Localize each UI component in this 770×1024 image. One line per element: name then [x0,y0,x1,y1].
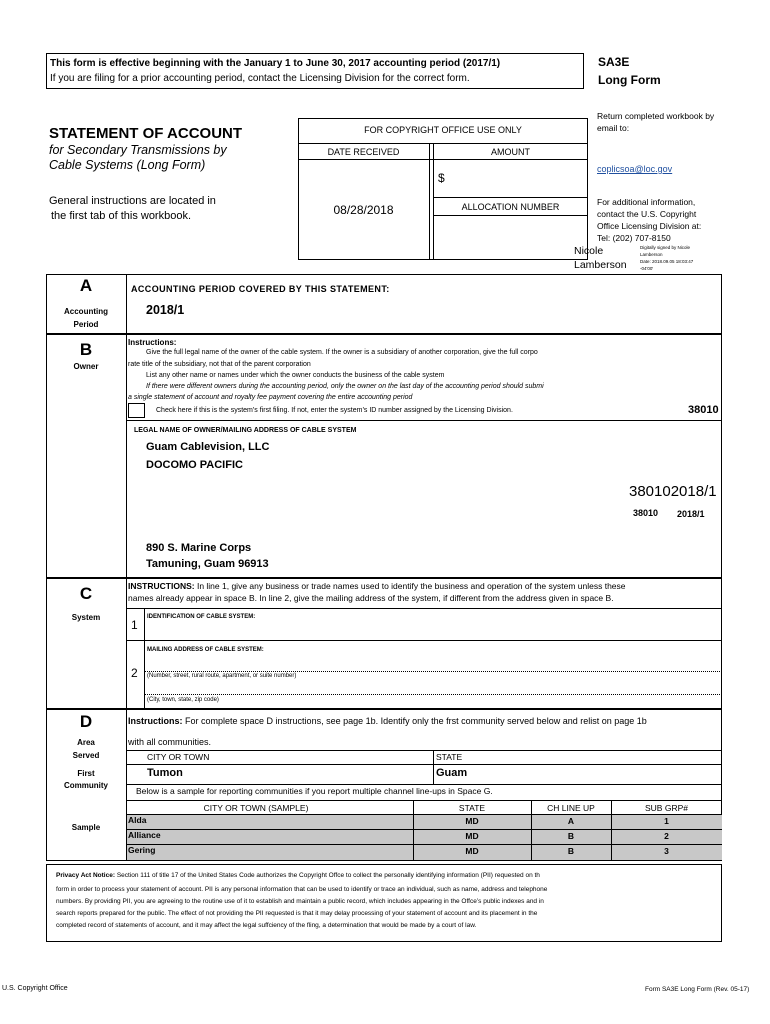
sample-note: Below is a sample for reporting communities if you report multiple channel line-ups in Space G. [136,786,493,796]
owner-instructions-line-1: Give the full legal name of the owner of the cable system. If the owner is a subsidiary of another corporation, give the full corpo [146,349,538,356]
section-b-label: Owner [73,362,99,371]
accounting-period-value: 2018/1 [146,303,185,317]
date-received-label: DATE RECEIVED [327,147,400,157]
system-code-period: 2018/1 [677,509,705,519]
office-use-heading: FOR COPYRIGHT OFFICE USE ONLY [364,125,522,135]
signature-detail-1: Digitally signed by Nicole [640,245,691,250]
section-a-letter: A [79,276,93,295]
system-instructions-label: INSTRUCTIONS: [128,581,195,591]
statement-subtitle-2: Cable Systems (Long Form) [49,158,206,172]
table-row: MD [465,846,479,856]
table-row: Gering [128,845,156,855]
privacy-line-4: search reports prepared for the public. The effect of not providing the PII requested is that it may delay processing of your statement of account and its placement in the [56,910,538,917]
line-1-number: 1 [131,618,138,632]
section-a-label-1: Accounting [64,307,108,316]
table-row: B [567,831,575,841]
table-row: MD [465,831,479,841]
first-community-state[interactable]: Guam [436,767,468,779]
office-use-box [298,118,588,260]
email-link[interactable]: coplicsoa@loc.gov [597,164,673,174]
section-d-label-3: First [77,769,95,778]
area-instructions-line-1 [128,716,647,726]
sample-header-subgroup: SUB GRP# [645,803,688,813]
date-received-value: 08/28/2018 [333,203,394,217]
line-2-number: 2 [131,666,138,680]
sample-header-lineup: CH LINE UP [547,803,595,813]
owner-address-1: 890 S. Marine Corps [146,542,252,554]
footer-office: U.S. Copyright Office [2,985,68,992]
mailing-address-label: MAILING ADDRESS OF CABLE SYSTEM: [147,647,264,653]
sample-header-state: STATE [458,803,486,813]
privacy-line-2: form in order to process your statement of account. PII is any personal information that can be used to identify or trace an individual, such as name, address and telephone [56,886,548,893]
system-period-code: 380102018/1 [629,483,717,500]
signature-detail-3: Date: 2018.09.05 18:03:47 [640,259,694,264]
additional-info-1: For additional information, [597,197,696,207]
table-row: Alda [128,815,147,825]
first-filing-checkbox[interactable] [128,403,145,418]
section-d-letter: D [79,712,93,731]
area-instructions-text: For complete space D instructions, see page 1b. Identify only the frst community served below and relist on page 1b [182,716,647,726]
form-type: Long Form [598,73,661,87]
section-c-label: System [71,613,101,622]
amount-value: $ [438,171,445,185]
system-code-id: 38010 [633,508,659,518]
owner-instructions-line-3: List any other name or names under which the owner conducts the business of the cable system [146,372,445,379]
table-row: MD [465,816,479,826]
signature-detail-4: -04'00' [640,266,654,271]
table-row: Alliance [128,830,161,840]
owner-name-2: DOCOMO PACIFIC [146,459,243,471]
privacy-line-3: numbers. By providing PII, you are agreeing to the routine use of it to establish and maintain a public record, which includes appearing in the Offce’s public indexes and in [56,898,544,905]
additional-info-2: contact the U.S. Copyright [597,209,697,219]
owner-instructions-line-5: a single statement of account and royalty fee payment covering the entire accounting period [128,394,413,401]
general-instructions-2: the first tab of this workbook. [51,210,192,222]
owner-instructions-line-4: If there were different owners during the accounting period, only the owner on the last day of the accounting period should submi [146,383,544,390]
owner-name-1: Guam Cablevision, LLC [146,441,270,453]
prior-period-notice: If you are filing for a prior accounting period, contact the Licensing Division for the correct form. [50,73,470,84]
street-hint: (Number, street, rural route, apartment, or suite number) [147,673,297,679]
identification-label: IDENTIFICATION OF CABLE SYSTEM: [147,614,256,620]
section-d-label-1: Area [77,738,95,747]
owner-instructions-label: Instructions: [128,338,177,347]
section-a-label-2: Period [73,320,99,329]
city-header: CITY OR TOWN [147,752,210,762]
system-instructions-line-2: names already appear in space B. In line 2, give the mailing address of the system, if different from the address given in space B. [128,593,614,603]
general-instructions-1: General instructions are located in [49,195,216,207]
table-row: A [567,816,575,826]
section-d-label-4: Community [64,781,108,790]
sample-header-city: CITY OR TOWN (SAMPLE) [203,803,309,813]
state-header: STATE [436,752,463,762]
additional-info-3: Office Licensing Division at: [597,221,702,231]
table-row: B [567,846,575,856]
privacy-line-1 [56,872,540,879]
effective-notice: This form is effective beginning with the January 1 to June 30, 2017 accounting period (2017/1) [50,58,501,69]
privacy-label: Privacy Act Notice: [56,872,116,879]
area-instructions-label: Instructions: [128,716,183,726]
owner-instructions-line-2: rate title of the subsidiary, not that of the parent corporation [128,361,311,368]
city-hint: (City, town, state, zip code) [147,697,219,703]
return-instructions-2: email to: [597,123,630,133]
signature-name-2: Lamberson [574,259,627,271]
area-instructions-line-2: with all communities. [128,737,212,747]
section-d-label-2: Served [72,751,100,760]
legal-name-heading: LEGAL NAME OF OWNER/MAILING ADDRESS OF CABLE SYSTEM [134,427,357,434]
section-b-letter: B [79,340,93,359]
form-code: SA3E [598,55,630,69]
contact-phone: Tel: (202) 707-8150 [597,233,671,243]
return-instructions-1: Return completed workbook by [597,111,715,121]
accounting-period-heading: ACCOUNTING PERIOD COVERED BY THIS STATEMENT: [131,284,390,294]
system-instructions-text: In line 1, give any business or trade names used to identify the business and operation of the system unless these [194,581,626,591]
table-row: 2 [664,831,669,841]
privacy-text-1: Section 111 of title 17 of the United States Code authorizes the Copyright Offce to collect the personally identifying information (PII) requested on th [115,872,540,879]
table-row: 1 [664,816,669,826]
statement-title: STATEMENT OF ACCOUNT [49,125,243,142]
first-community-city[interactable]: Tumon [147,767,183,779]
system-instructions-line-1 [128,582,626,592]
owner-address-2: Tamuning, Guam 96913 [146,558,269,570]
allocation-number-label: ALLOCATION NUMBER [461,202,560,212]
footer-form-revision: Form SA3E Long Form (Rev. 05-17) [645,986,750,993]
statement-subtitle-1: for Secondary Transmissions by [49,143,227,157]
first-filing-text: Check here if this is the system’s first filing. If not, enter the system’s ID number assigned by the Licensing Division. [156,407,513,414]
signature-detail-2: Lamberson [640,252,663,257]
privacy-line-5: completed record of statements of account, and it may affect the legal suffciency of the fling, a determination that would be made by a court of law. [56,922,477,929]
table-row: 3 [664,846,669,856]
signature-name-1: Nicole [574,245,604,257]
section-d-label-5: Sample [71,823,101,832]
section-c-letter: C [79,584,93,603]
amount-label: AMOUNT [491,147,530,157]
system-id-value: 38010 [688,404,719,416]
